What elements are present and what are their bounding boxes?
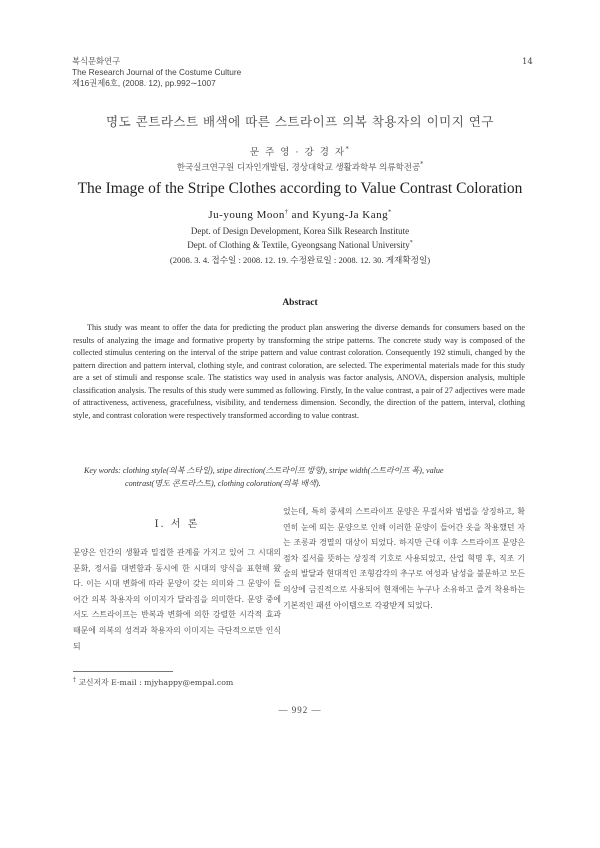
footnote-divider bbox=[73, 671, 173, 672]
journal-volume: 제16권제6호, (2008. 12), pp.992∼1007 bbox=[72, 78, 216, 88]
journal-name-en: The Research Journal of the Costume Culture bbox=[72, 67, 242, 77]
affiliation-english-2: Dept. of Clothing & Textile, Gyeongsang National University* bbox=[187, 240, 413, 250]
submission-dates: (2008. 3. 4. 접수일 : 2008. 12. 19. 수정완료일 : 2008. 12. 30. 게재확정일) bbox=[169, 255, 431, 265]
journal-name-ko: 복식문화연구 bbox=[72, 56, 121, 66]
keywords-line-1: Key words: clothing style(의복 스타일), stipe direction(스트라이프 방향), stripe width(스트라이프 폭), value bbox=[84, 466, 444, 475]
authors-english: Ju-young Moon† and Kyung-Ja Kang* bbox=[208, 209, 392, 221]
author-2-name: and Kyung-Ja Kang bbox=[291, 209, 389, 221]
affiliation-korean: 한국실크연구원 디자인개발팀, 경상대학교 생활과학부 의류학전공* bbox=[176, 161, 424, 173]
affiliation-english-1: Dept. of Design Development, Korea Silk Research Institute bbox=[190, 226, 410, 236]
footnote: † 교신저자 E-mail : mjyhappy@empal.com bbox=[73, 676, 234, 687]
abstract-body: This study was meant to offer the data for predicting the product plan answering the diverse demands for consumers based on the results of analyzing the image and formative property by transforming the stripe patterns. The concrete study way is composed of the collected stimulus centering on the interval of the stripe pattern and value contrast coloration. Consequently 192 stimuli, changed by the pattern direction and pattern interval, clothing style, and contrast coloration, are selected. The experimental materials made for this study are a set of stimuli and response scale. The statistics way used in analysis was factor analysis, ANOVA, dispersion analysis, multiple classification analysis. The results of this study were summed as following. Firstly, In the value contrast, a pair of 27 adjectives were made of attractiveness, activeness, gracefulness, visibility, and tenderness dimension. Secondly, the direction of the pattern, interval, clothing style, and contrast coloration were respectively transformed according to value contrast. bbox=[73, 323, 525, 420]
author-1-name: Ju-young Moon bbox=[208, 209, 285, 221]
affiliation-korean-text: 한국실크연구원 디자인개발팀, 경상대학교 생활과학부 의류학전공 bbox=[176, 163, 421, 173]
section-heading-introduction: Ⅰ. 서 론 bbox=[154, 519, 200, 530]
body-left-column: 문양은 인간의 생활과 밀접한 관계를 가지고 있어 그 시대의 문화, 정서를 대변함과 동시에 한 시대의 양식을 표현해 왔다. 이는 시대 변화에 따라 문양이 갖는 의미와 그 문양이 들어간 의복 착용자의 이미지가 달라짐을 의미한다. 문양 중에서도 스트라이프는 반복과 변화에 의한 강렬한 시각적 효과 때문에 의복의 성격과 착용자의 이미지는 극단적으로만 인식되 bbox=[73, 548, 281, 651]
keywords-line-2: contrast(명도 콘트라스트), clothing coloration(의복 배색). bbox=[125, 478, 321, 488]
affiliation-english-2-text: Dept. of Clothing & Textile, Gyeongsang National University bbox=[187, 240, 410, 250]
page-number-bottom: ― 992 ― bbox=[278, 705, 322, 715]
body-right-column: 었는데, 특히 중세의 스트라이프 문양은 무질서와 범법을 상징하고, 확연히 눈에 띄는 문양으로 인해 이러한 문양이 들어간 옷을 착용했던 자는 조롱과 경멸의 대상이 되었다. 하지만 근대 이후 스트라이프 문양은 점차 질서를 뜻하는 상징적 기호로 사용되었고, 산업 혁명 후, 직조 기술의 발달과 현대적인 조형감각의 추구로 여성과 남성을 불문하고 모든 의상에 금진적으로 사용되어 현재에는 누구나 소유하고 즐겨 착용하는 기본적인 패션 아이템으로 각광받게 되었다. bbox=[283, 507, 525, 610]
keywords bbox=[84, 465, 514, 491]
footnote-text: 교신저자 E-mail : mjyhappy@empal.com bbox=[78, 678, 234, 687]
abstract-heading: Abstract bbox=[282, 298, 318, 308]
authors-korean-text: 문 주 영 · 강 경 자 bbox=[249, 147, 346, 158]
authors-korean: 문 주 영 · 강 경 자* bbox=[249, 145, 351, 158]
page-number-top: 14 bbox=[522, 57, 533, 67]
title-korean: 명도 콘트라스트 배색에 따른 스트라이프 의복 착용자의 이미지 연구 bbox=[106, 114, 494, 129]
journal-header bbox=[72, 56, 241, 89]
title-english: The Image of the Stripe Clothes according to Value Contrast Coloration bbox=[77, 180, 523, 197]
